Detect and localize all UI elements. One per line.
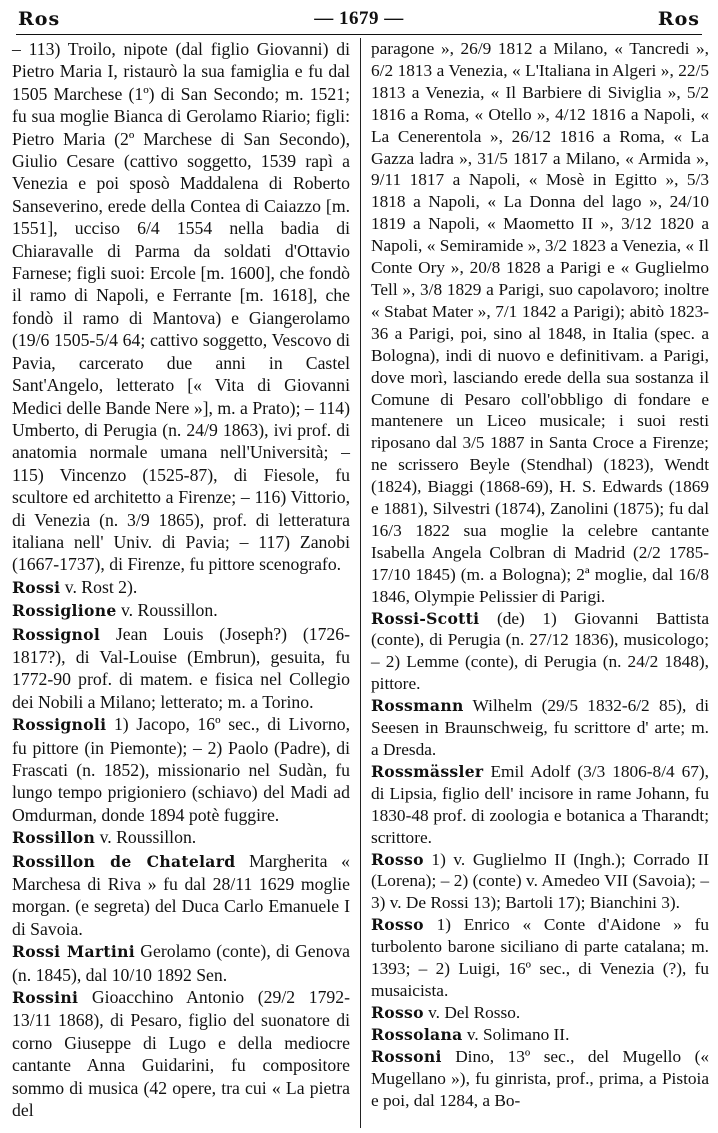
header-left-word: Ros (18, 8, 61, 30)
dictionary-entry (371, 1046, 709, 1112)
entry-text: Jean Louis (Joseph?) (1726-1817?), di Val-Louise (Embrun), gesuita, fu 1772-90 prof. di matem. e fisica nel Collegio dei Nobili a Milano; letterato; m. a Torino. (12, 623, 350, 712)
entry-text: v. Roussillon. (99, 827, 197, 848)
left-column (12, 38, 350, 1122)
entry-text: v. Roussillon. (120, 600, 218, 621)
dictionary-entry (371, 695, 709, 761)
dictionary-entry (12, 986, 350, 1121)
dictionary-entry (371, 849, 709, 915)
entry-text: 1) Jacopo, 16º sec., di Livorno, fu pittore (in Piemonte); – 2) Paolo (Padre), di Frascati (n. 1852), missionario nel Sudàn, fu lungo tempo prigioniero (schiavo) del Madi ad Omdurman, donde 1894 potè fuggire. (12, 714, 350, 825)
entry-text: Margherita « Marchesa di Riva » fu dal 28/11 1629 moglie morgan. (e segreta) del Duca Carlo Emanuele I di Savoia. (12, 850, 350, 939)
entry-text: 1) Enrico « Conte d'Aidone » fu turbolento barone siciliano di parte catalana; m. 1393; – 2) Luigi, 16º sec., di Venezia (?), fu musaicista. (371, 915, 709, 1000)
entry-headword: Rossi Martini (12, 942, 135, 962)
dictionary-entry (371, 1002, 709, 1024)
entry-text: paragone », 26/9 1812 a Milano, « Tancredi », 6/2 1813 a Venezia, « L'Italiana in Algeri », 22/5 1813 a Venezia, « Il Barbiere di Siviglia », 5/2 1816 a Roma, « Otello », 4/12 1816 a Napoli, « La Cenerentola », 26/12 1816 a Roma, « La Gazza ladra », 31/5 1817 a Milano, « Armida », 9/11 1817 a Napoli, « Mosè in Egitto », 5/3 1818 a Napoli, « La Donna del lago », 24/10 1819 a Napoli, « Maometto II », 3/12 1820 a Napoli, « Semiramide », 3/2 1823 a Venezia, « Il Conte Ory », 20/8 1828 a Parigi e « Guglielmo Tell », 3/8 1829 a Parigi, suo capolavoro; inoltre « Stabat Mater », 7/1 1842 a Parigi); abitò 1823-36 a Parigi, poi, sino al 1848, in Italia (spec. a Bologna), indi di nuovo e definitivam. a Parigi, dove morì, lasciando erede della sua sostanza il Comune di Pesaro coll'obbligo di fondare e mantenere un Liceo musicale; i suoi resti riposano dal 3/5 1887 in Santa Croce a Firenze; ne scrissero Beyle (Stendhal) (1823), Wendt (1824), Biaggi (1868-69), H. S. Edwards (1869 e 1881), Silvestri (1874), Zanolini (1875); fu dal 16/3 1822 sua moglie la celebre cantante Isabella Angela Colbran di Madrid (2/2 1785-17/10 1845) (m. a Bologna); 2ª moglie, dal 16/8 1846, Olympie Pelissier di Parigi. (371, 39, 709, 606)
entry-headword: Rossolana (371, 1024, 463, 1044)
dictionary-entry (12, 38, 350, 576)
entry-text: Emil Adolf (3/3 1806-8/4 67), di Lipsia, figlio dell' incisore in rame Johann, fu 1830-48 prof. di zoologia e botanica a Tharandt; scrittore. (371, 761, 709, 847)
dictionary-entry (371, 761, 709, 849)
entry-headword: Rossiglione (12, 601, 117, 621)
entry-headword: Rosso (371, 915, 424, 935)
entry-headword: Rossini (12, 988, 79, 1008)
entry-headword: Rossi-Scotti (371, 608, 480, 628)
dictionary-entry (12, 576, 350, 599)
dictionary-entry (12, 826, 350, 849)
entry-headword: Rossignol (12, 624, 101, 644)
entry-headword: Rossmann (371, 696, 464, 716)
entry-text: 1) v. Guglielmo II (Ingh.); Corrado II (Lorena); – 2) (conte) v. Amedeo VII (Savoia); – 3) v. De Rossi 13); Bartoli 17); Bianchini 3). (371, 849, 710, 913)
entry-text: – 113) Troilo, nipote (dal figlio Giovanni) di Pietro Maria I, ristaurò la sua famiglia e fu dal 1505 Marchese (1º) di San Secondo; m. 1521; fu sua moglie Bianca di Gerolamo Riario; figli: Pietro Maria (2º Marchese di San Secondo), Giulio Cesare (cattivo soggetto, 1539 rapì a Venezia e poi sposò Maddalena di Roberto Sanseverino, erede della Contea di Caiazzo [m. 1551], ucciso 6/4 1554 nella badia di Chiaravalle di Parma da soldati d'Ottavio Farnese; figli suoi: Ercole [m. 1600], che fondò il ramo di Napoli, e Ferrante [m. 1618], che fondò il ramo di Mantova) e Giangerolamo (19/6 1505-5/4 64; cattivo soggetto, Vescovo di Pavia, carcerato due anni in Castel Sant'Angelo, letterato [« Vita di Giovanni Medici delle Bande Nere »], m. a Prato); – 114) Umberto, di Perugia (n. 24/9 1863), ivi prof. di anatomia normale umana nell'Università; – 115) Vincenzo (1525-87), di Fiesole, fu scultore ed architetto a Firenze; – 116) Vittorio, di Venezia (n. 3/9 1865), prof. di letteratura italiana nell' Univ. di Pavia; – 117) Zanobi (1667-1737), di Firenze, fu pittore scenografo. (12, 39, 350, 575)
header-rule (16, 34, 702, 35)
entry-text: v. Solimano II. (466, 1024, 570, 1044)
dictionary-entry (12, 623, 350, 714)
right-column (371, 38, 709, 1111)
dictionary-entry (12, 940, 350, 986)
dictionary-entry (12, 850, 350, 941)
header-right-word: Ros (657, 8, 700, 30)
dictionary-entry (371, 608, 709, 696)
dictionary-entry (371, 1024, 709, 1046)
entry-text: Gerolamo (conte), di Genova (n. 1845), dal 10/10 1892 Sen. (12, 941, 351, 985)
page-header (18, 4, 700, 34)
entry-text: v. Rost 2). (64, 576, 138, 597)
entry-headword: Rosso (371, 849, 424, 869)
page-number: — 1679 — (314, 8, 404, 29)
entry-text: Dino, 13º sec., del Mugello (« Mugellano »), fu ginrista, prof., prima, a Pistoia e poi, dal 1284, a Bo- (371, 1046, 709, 1110)
entry-text: v. Del Rosso. (428, 1002, 521, 1022)
entry-headword: Rosso (371, 1002, 424, 1022)
dictionary-entry (12, 599, 350, 622)
entry-text: Gioacchino Antonio (29/2 1792-13/11 1868), di Pesaro, figlio del suonatore di corno Giuseppe di Lugo e della mediocre cantante Anna Guidarini, fu compositore sommo di musica (42 opere, tra cui « La pietra del (12, 987, 350, 1121)
entry-headword: Rossillon de Chatelard (12, 851, 236, 871)
entry-headword: Rossoni (371, 1046, 442, 1066)
entry-headword: Rossi (12, 577, 61, 597)
column-divider (360, 38, 361, 1128)
dictionary-entry (371, 38, 709, 608)
dictionary-entry (12, 713, 350, 826)
entry-headword: Rossignoli (12, 715, 107, 735)
dictionary-entry (371, 914, 709, 1002)
entry-text: (de) 1) Giovanni Battista (conte), di Perugia (n. 27/12 1836), musicologo; – 2) Lemme (conte), di Perugia (n. 24/2 1848), pittore. (371, 608, 709, 694)
entry-headword: Rossillon (12, 828, 96, 848)
entry-headword: Rossmässler (371, 761, 484, 781)
entry-text: Wilhelm (29/5 1832-6/2 85), di Seesen in Braunschweig, fu scrittore d' arte; m. a Dresda. (371, 696, 709, 759)
